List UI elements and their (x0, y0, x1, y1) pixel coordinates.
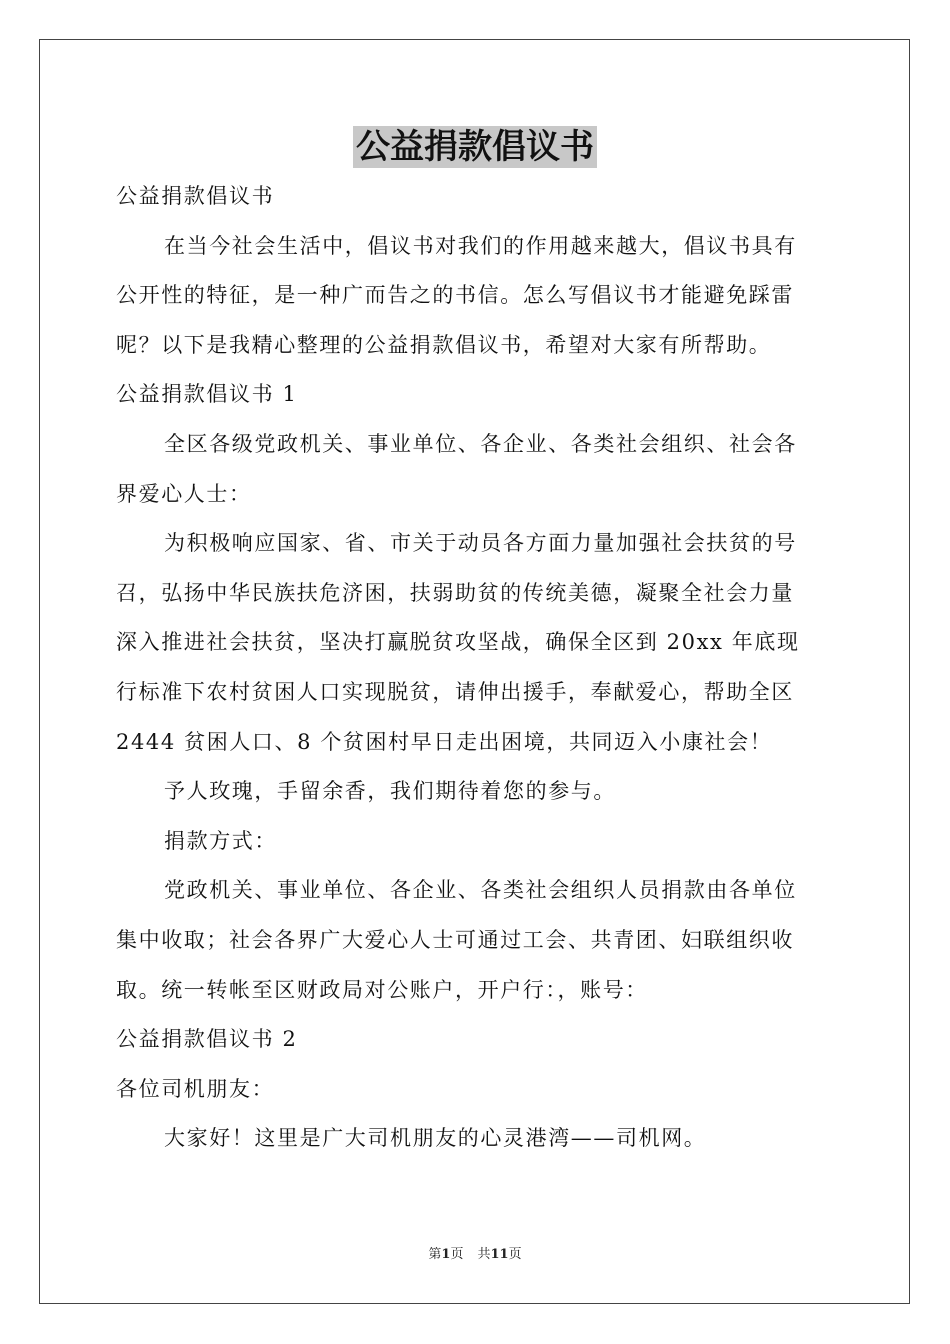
title-container (0, 126, 950, 168)
paragraph-line: 在当今社会生活中，倡议书对我们的作用越来越大，倡议书具有 (164, 233, 797, 258)
paragraph-line: 呢？以下是我精心整理的公益捐款倡议书，希望对大家有所帮助。 (116, 332, 772, 357)
footer-total-prefix: 共 (477, 1247, 491, 1262)
footer-page-current: 1 (441, 1247, 451, 1262)
paragraph-line: 界爱心人士： (116, 481, 252, 506)
paragraph-line: 公开性的特征，是一种广而告之的书信。怎么写倡议书才能避免踩雷 (116, 283, 794, 308)
paragraph-line: 集中收取；社会各界广大爱心人士可通过工会、共青团、妇联组织收 (116, 927, 794, 952)
paragraph-line: 大家好！这里是广大司机朋友的心灵港湾——司机网。 (164, 1126, 707, 1151)
footer-total-suffix: 页 (508, 1247, 522, 1262)
paragraph-line: 行标准下农村贫困人口实现脱贫，请伸出援手，奉献爱心，帮助全区 (116, 679, 794, 704)
paragraph-line: 全区各级党政机关、事业单位、各企业、各类社会组织、社会各 (164, 431, 797, 456)
paragraph-line: 捐款方式： (164, 828, 277, 853)
paragraph-line: 为积极响应国家、省、市关于动员各方面力量加强社会扶贫的号 (164, 531, 797, 556)
page-footer (0, 1246, 950, 1264)
document-body (116, 172, 836, 1164)
paragraph-line: 予人玫瑰，手留余香，我们期待着您的参与。 (164, 779, 616, 804)
paragraph-line: 2444 贫困人口、8 个贫困村早日走出困境，共同迈入小康社会！ (116, 729, 773, 754)
section-heading: 公益捐款倡议书 2 (116, 1027, 298, 1052)
document-title: 公益捐款倡议书 (353, 126, 597, 168)
footer-page-suffix: 页 (450, 1247, 464, 1262)
footer-page-total: 11 (490, 1247, 509, 1262)
paragraph-line: 召，弘扬中华民族扶危济困，扶弱助贫的传统美德，凝聚全社会力量 (116, 580, 794, 605)
salutation-line: 各位司机朋友： (116, 1076, 275, 1101)
footer-page-prefix: 第 (428, 1247, 442, 1262)
paragraph-line: 取。统一转帐至区财政局对公账户，开户行：，账号： (116, 977, 648, 1002)
paragraph-line: 党政机关、事业单位、各企业、各类社会组织人员捐款由各单位 (164, 878, 797, 903)
paragraph-line: 公益捐款倡议书 (116, 184, 275, 208)
paragraph-line: 深入推进社会扶贫，坚决打赢脱贫攻坚战，确保全区到 20xx 年底现 (116, 630, 800, 655)
section-heading: 公益捐款倡议书 1 (116, 382, 298, 407)
